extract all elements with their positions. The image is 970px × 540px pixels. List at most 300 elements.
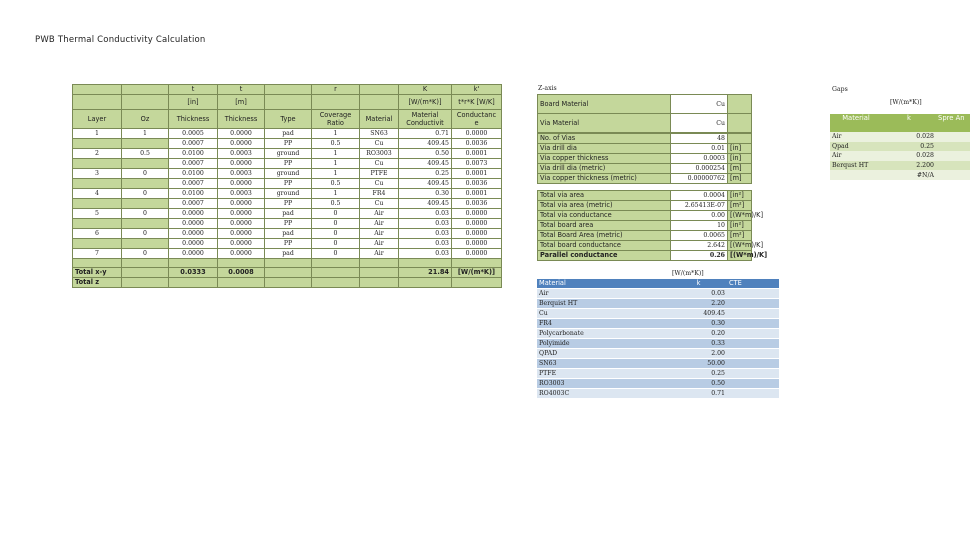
- table-cell[interactable]: 0.03: [399, 219, 452, 229]
- table-cell[interactable]: PTFE: [360, 169, 399, 179]
- total-z-row: [73, 278, 502, 288]
- table-cell[interactable]: 0.25: [399, 169, 452, 179]
- column-header[interactable]: CTE: [727, 279, 779, 289]
- table-cell[interactable]: PTFE: [537, 369, 670, 379]
- table-cell[interactable]: 0.0000: [218, 209, 265, 219]
- table-cell[interactable]: 0.0003: [218, 189, 265, 199]
- table-cell[interactable]: [727, 329, 779, 339]
- table-cell[interactable]: FR4: [360, 189, 399, 199]
- table-cell[interactable]: 0.0001: [452, 149, 502, 159]
- table-cell[interactable]: 0.71: [670, 389, 727, 399]
- column-header[interactable]: Type: [265, 110, 312, 129]
- column-header[interactable]: k: [882, 114, 936, 132]
- table-cell[interactable]: 0.03: [399, 229, 452, 239]
- z-axis-result-table: [537, 190, 768, 261]
- gaps-label: Gaps: [832, 86, 848, 93]
- table-cell[interactable]: Qpad: [830, 142, 882, 152]
- total-xy-label[interactable]: Total x-y: [73, 268, 122, 278]
- gaps-row: [830, 170, 970, 180]
- table-cell[interactable]: [936, 142, 970, 152]
- table-cell[interactable]: Berquist HT: [537, 299, 670, 309]
- z-axis-value-cell[interactable]: 2.642: [671, 241, 728, 251]
- table-cell[interactable]: 0.0000: [452, 129, 502, 139]
- column-header[interactable]: Material: [360, 110, 399, 129]
- empty-cell[interactable]: [122, 278, 169, 288]
- z-axis-label-cell[interactable]: Total via area: [538, 191, 671, 201]
- z-axis-unit-cell[interactable]: [(W*m)/K]: [728, 211, 752, 221]
- gaps-row: [830, 151, 970, 161]
- table-cell[interactable]: 50.00: [670, 359, 727, 369]
- z-axis-unit-cell[interactable]: [in²]: [728, 191, 752, 201]
- empty-cell[interactable]: [360, 278, 399, 288]
- z-axis-unit-cell[interactable]: [728, 114, 752, 133]
- materials-row: [537, 379, 779, 389]
- z-axis-label-cell[interactable]: Total board area: [538, 221, 671, 231]
- table-cell[interactable]: [936, 151, 970, 161]
- table-cell[interactable]: FR4: [537, 319, 670, 329]
- table-cell[interactable]: [727, 339, 779, 349]
- table-row: [73, 129, 502, 139]
- z-axis-row: [538, 211, 752, 221]
- table-cell[interactable]: PP: [265, 159, 312, 169]
- table-cell[interactable]: 6: [73, 229, 122, 239]
- z-axis-label-cell[interactable]: Total via conductance: [538, 211, 671, 221]
- table-cell[interactable]: 0.30: [399, 189, 452, 199]
- table-cell[interactable]: 0: [312, 249, 360, 259]
- z-axis-unit-cell[interactable]: [(W*m)/K]: [728, 241, 752, 251]
- table-cell[interactable]: 0.0000: [169, 229, 218, 239]
- table-cell[interactable]: Cu: [360, 159, 399, 169]
- table-cell[interactable]: pad: [265, 209, 312, 219]
- z-axis-row: [538, 154, 752, 164]
- z-axis-unit-cell[interactable]: [in]: [728, 154, 752, 164]
- column-header[interactable]: [122, 95, 169, 110]
- table-cell[interactable]: 0.0000: [169, 249, 218, 259]
- sheet-title: PWB Thermal Conductivity Calculation: [35, 35, 206, 45]
- table-cell[interactable]: 0.03: [670, 289, 727, 299]
- table-row: [73, 179, 502, 189]
- z-axis-value-cell[interactable]: Cu: [671, 114, 728, 133]
- empty-cell[interactable]: [399, 278, 452, 288]
- z-axis-value-cell[interactable]: 0.0003: [671, 154, 728, 164]
- table-cell[interactable]: 0.20: [670, 329, 727, 339]
- table-cell[interactable]: 0: [312, 229, 360, 239]
- table-cell[interactable]: [122, 139, 169, 149]
- column-header[interactable]: [73, 85, 122, 95]
- gaps-row: [830, 142, 970, 152]
- table-cell[interactable]: 0.0001: [452, 169, 502, 179]
- z-axis-unit-cell[interactable]: [m]: [728, 164, 752, 174]
- table-cell[interactable]: 0.0000: [452, 209, 502, 219]
- table-cell[interactable]: [122, 179, 169, 189]
- table-cell[interactable]: 0: [122, 189, 169, 199]
- materials-row: [537, 389, 779, 399]
- table-cell[interactable]: 0.0007: [169, 179, 218, 189]
- table-cell[interactable]: 0: [122, 169, 169, 179]
- column-header[interactable]: [360, 95, 399, 110]
- column-header[interactable]: Material Conductivit: [399, 110, 452, 129]
- table-cell[interactable]: Air: [360, 229, 399, 239]
- table-cell[interactable]: 0.5: [312, 139, 360, 149]
- table-cell[interactable]: [122, 219, 169, 229]
- table-cell[interactable]: [122, 239, 169, 249]
- table-cell[interactable]: 0.0000: [218, 219, 265, 229]
- column-header[interactable]: t: [169, 85, 218, 95]
- gaps-row: [830, 161, 970, 171]
- column-header[interactable]: [W/(m*K)]: [399, 95, 452, 110]
- empty-cell[interactable]: [312, 259, 360, 268]
- column-header[interactable]: Thickness: [169, 110, 218, 129]
- table-cell[interactable]: PP: [265, 179, 312, 189]
- table-cell[interactable]: 0.25: [670, 369, 727, 379]
- table-cell[interactable]: 0: [312, 219, 360, 229]
- table-cell[interactable]: [727, 379, 779, 389]
- z-axis-row: [538, 114, 752, 133]
- table-cell[interactable]: 0.0036: [452, 139, 502, 149]
- table-cell[interactable]: Cu: [360, 139, 399, 149]
- table-cell[interactable]: 4: [73, 189, 122, 199]
- table-cell[interactable]: 0.0000: [218, 129, 265, 139]
- table-cell[interactable]: Air: [360, 219, 399, 229]
- z-axis-row: [538, 231, 752, 241]
- table-cell[interactable]: [73, 139, 122, 149]
- total-xy-k[interactable]: 21.84: [399, 268, 452, 278]
- empty-cell[interactable]: [452, 259, 502, 268]
- table-cell[interactable]: [727, 309, 779, 319]
- z-axis-label-cell[interactable]: Board Material: [538, 95, 671, 114]
- table-cell[interactable]: 0: [122, 229, 169, 239]
- empty-cell[interactable]: [218, 278, 265, 288]
- table-cell[interactable]: 0.0000: [169, 239, 218, 249]
- table-cell[interactable]: 1: [312, 169, 360, 179]
- table-cell[interactable]: 1: [312, 159, 360, 169]
- table-cell[interactable]: [73, 199, 122, 209]
- table-cell[interactable]: 409.45: [399, 179, 452, 189]
- table-cell[interactable]: [122, 159, 169, 169]
- table-cell[interactable]: PP: [265, 199, 312, 209]
- table-cell[interactable]: RO4003C: [537, 389, 670, 399]
- table-cell[interactable]: [727, 299, 779, 309]
- table-cell[interactable]: Cu: [360, 199, 399, 209]
- total-xy-thick-in[interactable]: 0.0333: [169, 268, 218, 278]
- table-cell[interactable]: 2.200: [882, 161, 936, 171]
- table-cell[interactable]: 0.03: [399, 249, 452, 259]
- table-cell[interactable]: 0.5: [312, 179, 360, 189]
- table-cell[interactable]: 0.0000: [218, 249, 265, 259]
- table-cell[interactable]: 2.20: [670, 299, 727, 309]
- table-cell[interactable]: Air: [360, 239, 399, 249]
- table-cell[interactable]: 0.0001: [452, 189, 502, 199]
- table-cell[interactable]: 3: [73, 169, 122, 179]
- table-cell[interactable]: 2: [73, 149, 122, 159]
- column-header[interactable]: [265, 85, 312, 95]
- table-cell[interactable]: [936, 132, 970, 142]
- z-axis-value-cell[interactable]: 10: [671, 221, 728, 231]
- column-header[interactable]: t*r*K [W/K]: [452, 95, 502, 110]
- table-cell[interactable]: 1: [312, 189, 360, 199]
- column-header[interactable]: Conductanc e: [452, 110, 502, 129]
- empty-cell[interactable]: [169, 278, 218, 288]
- total-xy-unit[interactable]: [W/(m*K)]: [452, 268, 502, 278]
- table-cell[interactable]: Polyimide: [537, 339, 670, 349]
- z-axis-label-cell[interactable]: No. of Vias: [538, 134, 671, 144]
- table-cell[interactable]: [73, 239, 122, 249]
- z-axis-unit-cell[interactable]: [(W*m)/K]: [728, 251, 752, 261]
- column-header[interactable]: K: [399, 85, 452, 95]
- z-axis-row: [538, 241, 752, 251]
- z-axis-value-cell[interactable]: 0.00: [671, 211, 728, 221]
- table-cell[interactable]: [73, 179, 122, 189]
- table-cell[interactable]: RO3003: [360, 149, 399, 159]
- table-cell[interactable]: 0.0036: [452, 179, 502, 189]
- z-axis-label-cell[interactable]: Via drill dia: [538, 144, 671, 154]
- table-cell[interactable]: 0.0007: [169, 139, 218, 149]
- table-cell[interactable]: 0.0000: [452, 219, 502, 229]
- empty-cell[interactable]: [312, 268, 360, 278]
- empty-cell[interactable]: [360, 259, 399, 268]
- table-cell[interactable]: 0.0036: [452, 199, 502, 209]
- column-header[interactable]: [m]: [218, 95, 265, 110]
- column-header[interactable]: r: [312, 85, 360, 95]
- table-cell[interactable]: 1: [312, 129, 360, 139]
- column-header[interactable]: k: [670, 279, 727, 289]
- table-cell[interactable]: 0.0000: [452, 249, 502, 259]
- table-cell[interactable]: 409.45: [399, 199, 452, 209]
- table-cell[interactable]: 409.45: [670, 309, 727, 319]
- table-cell[interactable]: 0.0005: [169, 129, 218, 139]
- column-header[interactable]: Material: [830, 114, 882, 132]
- table-cell[interactable]: 2.00: [670, 349, 727, 359]
- z-axis-material-table: [537, 94, 752, 133]
- z-axis-value-cell[interactable]: 0.0004: [671, 191, 728, 201]
- column-header[interactable]: [360, 85, 399, 95]
- table-cell[interactable]: [830, 170, 882, 180]
- table-cell[interactable]: [727, 389, 779, 399]
- gaps-row: [830, 132, 970, 142]
- table-cell[interactable]: [727, 369, 779, 379]
- table-cell[interactable]: 0.0000: [218, 239, 265, 249]
- z-axis-unit-cell[interactable]: [728, 134, 752, 144]
- table-cell[interactable]: 0.0000: [169, 219, 218, 229]
- gaps-table: [830, 114, 970, 180]
- column-header[interactable]: Coverage Ratio: [312, 110, 360, 129]
- table-cell[interactable]: Air: [830, 132, 882, 142]
- table-cell[interactable]: [727, 349, 779, 359]
- table-cell[interactable]: 0.0000: [452, 229, 502, 239]
- table-cell[interactable]: PP: [265, 239, 312, 249]
- table-cell[interactable]: QPAD: [537, 349, 670, 359]
- table-cell[interactable]: 0.0007: [169, 199, 218, 209]
- z-axis-unit-cell[interactable]: [in²]: [728, 221, 752, 231]
- z-axis-value-cell[interactable]: 48: [671, 134, 728, 144]
- table-cell[interactable]: 0.028: [882, 151, 936, 161]
- column-header[interactable]: [73, 95, 122, 110]
- empty-cell[interactable]: [265, 268, 312, 278]
- z-axis-row: [538, 164, 752, 174]
- z-axis-value-cell[interactable]: 2.65413E-07: [671, 201, 728, 211]
- table-cell[interactable]: ground: [265, 169, 312, 179]
- table-cell[interactable]: 1: [73, 129, 122, 139]
- empty-cell[interactable]: [122, 268, 169, 278]
- empty-cell[interactable]: [122, 259, 169, 268]
- z-axis-row: [538, 201, 752, 211]
- empty-cell[interactable]: [218, 259, 265, 268]
- column-header[interactable]: t: [218, 85, 265, 95]
- table-cell[interactable]: 0.0000: [452, 239, 502, 249]
- empty-cell[interactable]: [399, 259, 452, 268]
- table-cell[interactable]: pad: [265, 249, 312, 259]
- table-cell[interactable]: Air: [830, 151, 882, 161]
- table-row: [73, 229, 502, 239]
- empty-cell[interactable]: [265, 259, 312, 268]
- table-cell[interactable]: 7: [73, 249, 122, 259]
- z-axis-unit-cell[interactable]: [m²]: [728, 231, 752, 241]
- table-cell[interactable]: 0.0000: [218, 199, 265, 209]
- table-cell[interactable]: 0.0003: [218, 149, 265, 159]
- z-axis-label-cell[interactable]: Via copper thickness: [538, 154, 671, 164]
- table-cell[interactable]: ground: [265, 189, 312, 199]
- table-cell[interactable]: pad: [265, 129, 312, 139]
- table-cell[interactable]: Air: [360, 249, 399, 259]
- table-cell[interactable]: Cu: [360, 179, 399, 189]
- table-cell[interactable]: [122, 199, 169, 209]
- column-header[interactable]: Thickness: [218, 110, 265, 129]
- table-cell[interactable]: [73, 219, 122, 229]
- table-cell[interactable]: 0.0073: [452, 159, 502, 169]
- column-header[interactable]: [in]: [169, 95, 218, 110]
- materials-unit-label: [W/(m*K)]: [672, 270, 704, 277]
- table-cell[interactable]: 409.45: [399, 139, 452, 149]
- table-cell[interactable]: Cu: [537, 309, 670, 319]
- table-cell[interactable]: Air: [360, 209, 399, 219]
- table-cell[interactable]: ground: [265, 149, 312, 159]
- z-axis-value-cell[interactable]: 0.000254: [671, 164, 728, 174]
- table-cell[interactable]: 0.5: [312, 199, 360, 209]
- column-header[interactable]: Spre An: [936, 114, 970, 132]
- table-cell[interactable]: 0: [122, 249, 169, 259]
- table-cell[interactable]: 1: [122, 129, 169, 139]
- table-cell[interactable]: 0.028: [882, 132, 936, 142]
- table-cell[interactable]: 0.33: [670, 339, 727, 349]
- z-axis-value-cell[interactable]: Cu: [671, 95, 728, 114]
- table-cell[interactable]: [727, 289, 779, 299]
- table-cell[interactable]: Berqust HT: [830, 161, 882, 171]
- z-axis-row: [538, 134, 752, 144]
- table-cell[interactable]: 0.0000: [218, 139, 265, 149]
- table-cell[interactable]: 0.0000: [218, 159, 265, 169]
- table-cell[interactable]: 0.30: [670, 319, 727, 329]
- header-row: [73, 95, 502, 110]
- table-cell[interactable]: 0.0000: [218, 229, 265, 239]
- table-cell[interactable]: SN63: [360, 129, 399, 139]
- z-axis-label-cell[interactable]: Total Board Area (metric): [538, 231, 671, 241]
- table-cell[interactable]: [936, 170, 970, 180]
- z-axis-value-cell[interactable]: 0.01: [671, 144, 728, 154]
- layer-table: [72, 84, 502, 288]
- table-cell[interactable]: 0.0007: [169, 159, 218, 169]
- column-header[interactable]: Material: [537, 279, 670, 289]
- table-cell[interactable]: [936, 161, 970, 171]
- z-axis-label-cell[interactable]: Via Material: [538, 114, 671, 133]
- z-axis-unit-cell[interactable]: [728, 95, 752, 114]
- empty-cell[interactable]: [360, 268, 399, 278]
- table-cell[interactable]: PP: [265, 219, 312, 229]
- empty-cell[interactable]: [265, 278, 312, 288]
- table-cell[interactable]: pad: [265, 229, 312, 239]
- z-axis-unit-cell[interactable]: [in]: [728, 144, 752, 154]
- table-cell[interactable]: 0: [122, 209, 169, 219]
- table-cell[interactable]: 0.50: [399, 149, 452, 159]
- table-cell[interactable]: 0: [312, 239, 360, 249]
- z-axis-label-cell[interactable]: Via copper thickness (metric): [538, 174, 671, 184]
- table-cell[interactable]: [727, 319, 779, 329]
- column-header[interactable]: [265, 95, 312, 110]
- table-cell[interactable]: 0.0000: [218, 179, 265, 189]
- table-cell[interactable]: Air: [537, 289, 670, 299]
- column-header[interactable]: Layer: [73, 110, 122, 129]
- table-cell[interactable]: 0.0003: [218, 169, 265, 179]
- z-axis-label-cell[interactable]: Via drill dia (metric): [538, 164, 671, 174]
- z-axis-value-cell[interactable]: 0.00000762: [671, 174, 728, 184]
- table-cell[interactable]: [727, 359, 779, 369]
- materials-row: [537, 329, 779, 339]
- header-row: [73, 110, 502, 129]
- table-cell[interactable]: 0.0000: [169, 209, 218, 219]
- column-header[interactable]: [312, 95, 360, 110]
- z-axis-value-cell[interactable]: 0.0065: [671, 231, 728, 241]
- total-xy-thick-m[interactable]: 0.0008: [218, 268, 265, 278]
- table-cell[interactable]: 0.0100: [169, 169, 218, 179]
- column-header[interactable]: [122, 85, 169, 95]
- table-row: [73, 159, 502, 169]
- table-cell[interactable]: 409.45: [399, 159, 452, 169]
- empty-cell[interactable]: [73, 259, 122, 268]
- table-cell[interactable]: 0.0100: [169, 189, 218, 199]
- table-cell[interactable]: 0.03: [399, 209, 452, 219]
- table-cell[interactable]: [73, 159, 122, 169]
- empty-cell[interactable]: [452, 278, 502, 288]
- table-cell[interactable]: Polycarbonate: [537, 329, 670, 339]
- table-cell[interactable]: 0.03: [399, 239, 452, 249]
- z-axis-unit-cell[interactable]: [m]: [728, 174, 752, 184]
- table-cell[interactable]: 0.0100: [169, 149, 218, 159]
- table-cell[interactable]: SN63: [537, 359, 670, 369]
- z-axis-label-cell[interactable]: Total via area (metric): [538, 201, 671, 211]
- materials-row: [537, 289, 779, 299]
- total-z-label[interactable]: Total z: [73, 278, 122, 288]
- table-cell[interactable]: 0.71: [399, 129, 452, 139]
- column-header[interactable]: Oz: [122, 110, 169, 129]
- empty-cell[interactable]: [169, 259, 218, 268]
- empty-cell[interactable]: [312, 278, 360, 288]
- table-cell[interactable]: RO3003: [537, 379, 670, 389]
- z-axis-value-cell[interactable]: 0.26: [671, 251, 728, 261]
- table-cell[interactable]: 5: [73, 209, 122, 219]
- table-cell[interactable]: 1: [312, 149, 360, 159]
- table-cell[interactable]: PP: [265, 139, 312, 149]
- table-cell[interactable]: 0.50: [670, 379, 727, 389]
- z-axis-label-cell[interactable]: Parallel conductance: [538, 251, 671, 261]
- column-header[interactable]: k': [452, 85, 502, 95]
- z-axis-row: [538, 191, 752, 201]
- table-cell[interactable]: 0.5: [122, 149, 169, 159]
- table-cell[interactable]: 0: [312, 209, 360, 219]
- table-cell[interactable]: 0.25: [882, 142, 936, 152]
- table-cell[interactable]: #N/A: [882, 170, 936, 180]
- z-axis-unit-cell[interactable]: [m²]: [728, 201, 752, 211]
- spacer-row: [73, 259, 502, 268]
- z-axis-label-cell[interactable]: Total board conductance: [538, 241, 671, 251]
